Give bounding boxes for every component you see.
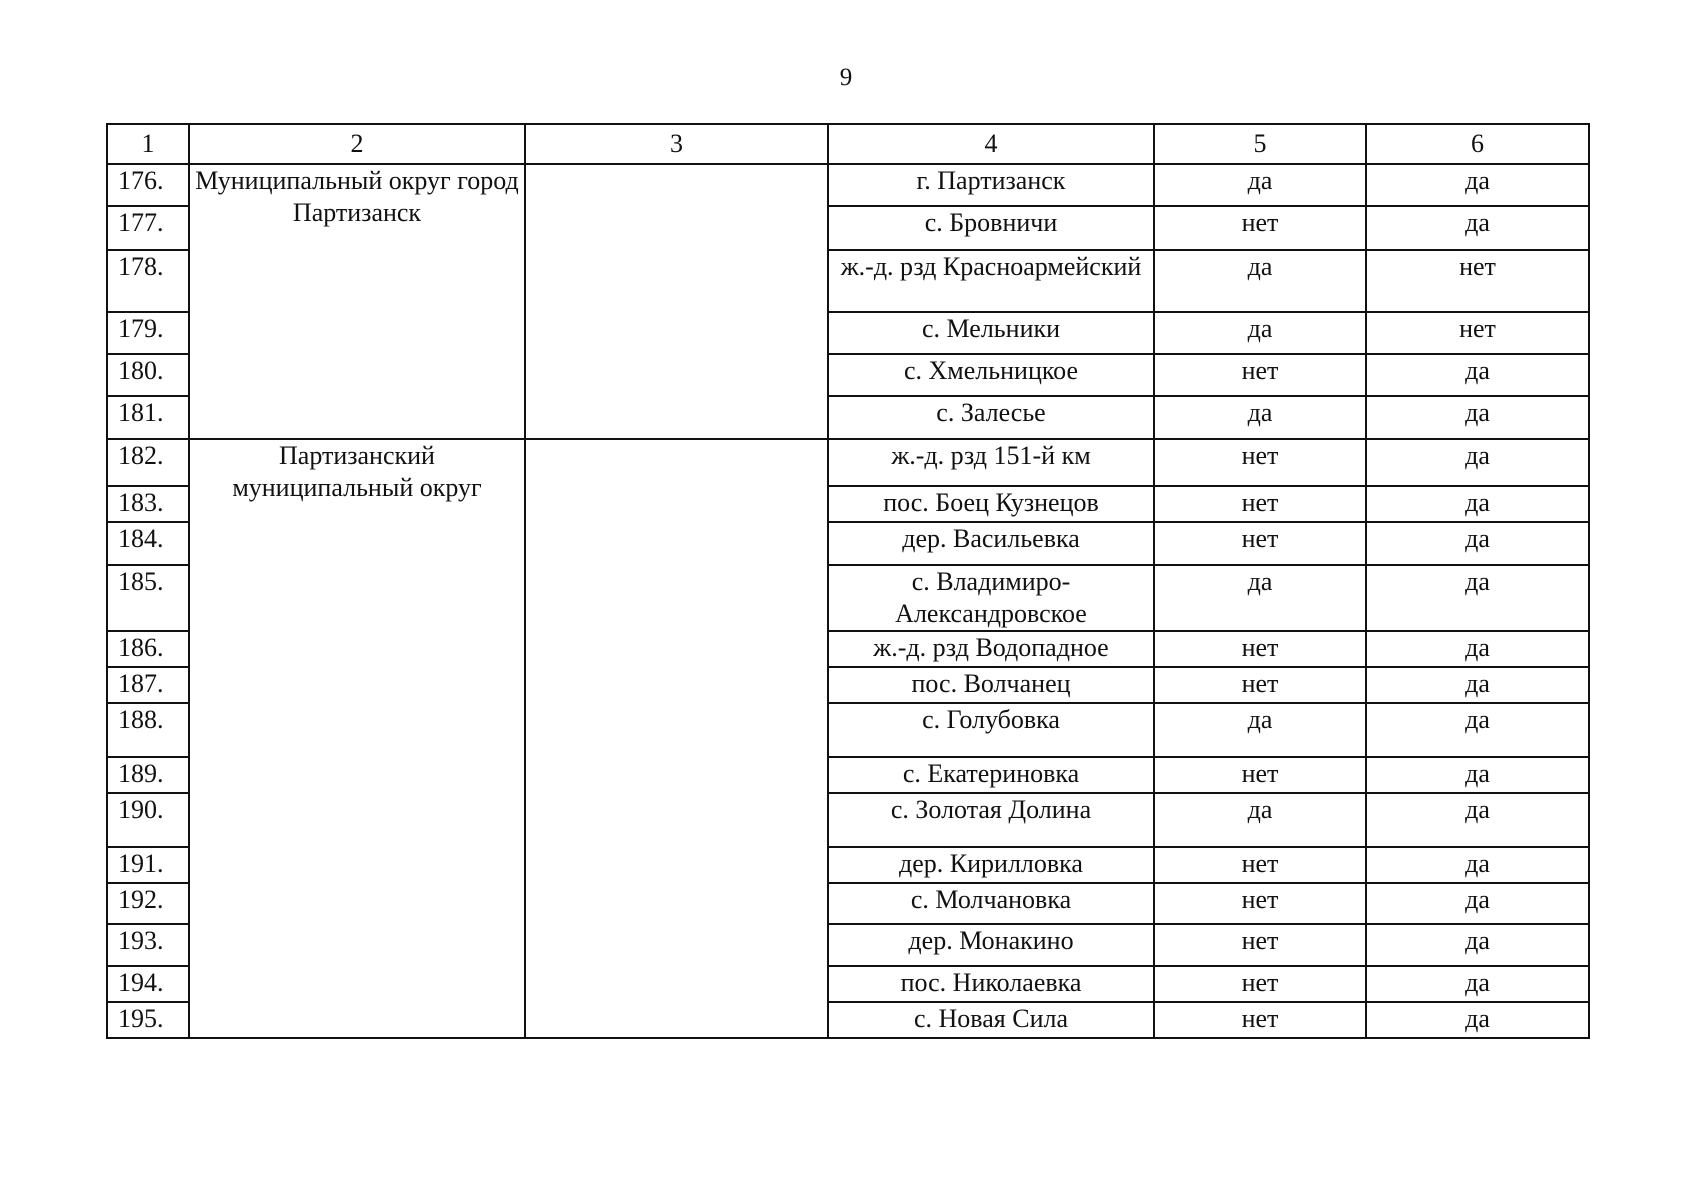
row-number: 186. bbox=[107, 631, 189, 667]
column-6-value: да bbox=[1366, 565, 1589, 631]
settlement-name: дер. Монакино bbox=[828, 924, 1154, 966]
row-number: 182. bbox=[107, 439, 189, 486]
settlement-name: с. Хмельницкое bbox=[828, 354, 1154, 396]
column-header-row bbox=[107, 124, 1589, 164]
column-5-value: нет bbox=[1154, 522, 1366, 565]
settlement-name: с. Екатериновка bbox=[828, 757, 1154, 793]
settlements-table bbox=[106, 123, 1590, 1039]
row-number: 181. bbox=[107, 396, 189, 439]
table-row bbox=[107, 164, 1589, 206]
column-6-value: нет bbox=[1366, 250, 1589, 312]
settlement-name: дер. Кирилловка bbox=[828, 847, 1154, 883]
column-5-value: нет bbox=[1154, 883, 1366, 924]
settlement-name: пос. Николаевка bbox=[828, 966, 1154, 1002]
settlement-name: пос. Волчанец bbox=[828, 667, 1154, 703]
column-6-value: да bbox=[1366, 439, 1589, 486]
row-number: 191. bbox=[107, 847, 189, 883]
empty-cell bbox=[525, 439, 828, 1038]
column-5-value: нет bbox=[1154, 439, 1366, 486]
row-number: 178. bbox=[107, 250, 189, 312]
table-row bbox=[107, 439, 1589, 486]
column-5-value: да bbox=[1154, 164, 1366, 206]
row-number: 193. bbox=[107, 924, 189, 966]
settlement-name: с. Мельники bbox=[828, 312, 1154, 354]
column-6-value: да bbox=[1366, 793, 1589, 847]
column-5-value: нет bbox=[1154, 206, 1366, 250]
row-number: 183. bbox=[107, 486, 189, 522]
column-5-value: да bbox=[1154, 312, 1366, 354]
column-6-value: да bbox=[1366, 486, 1589, 522]
settlement-name: с. Владимиро-Александровское bbox=[828, 565, 1154, 631]
column-6-value: да bbox=[1366, 847, 1589, 883]
settlement-name: с. Молчановка bbox=[828, 883, 1154, 924]
row-number: 187. bbox=[107, 667, 189, 703]
settlement-name: г. Партизанск bbox=[828, 164, 1154, 206]
column-5-value: нет bbox=[1154, 1002, 1366, 1038]
column-5-value: нет bbox=[1154, 486, 1366, 522]
row-number: 185. bbox=[107, 565, 189, 631]
column-5-value: нет bbox=[1154, 757, 1366, 793]
column-5-value: да bbox=[1154, 793, 1366, 847]
column-5-value: да bbox=[1154, 250, 1366, 312]
column-6-value: да bbox=[1366, 164, 1589, 206]
row-number: 179. bbox=[107, 312, 189, 354]
settlement-name: с. Бровничи bbox=[828, 206, 1154, 250]
settlement-name: с. Золотая Долина bbox=[828, 793, 1154, 847]
settlement-name: с. Новая Сила bbox=[828, 1002, 1154, 1038]
column-6-value: да bbox=[1366, 703, 1589, 757]
column-6-value: да bbox=[1366, 883, 1589, 924]
settlement-name: с. Голубовка bbox=[828, 703, 1154, 757]
column-5-value: да bbox=[1154, 565, 1366, 631]
row-number: 176. bbox=[107, 164, 189, 206]
row-number: 180. bbox=[107, 354, 189, 396]
row-number: 189. bbox=[107, 757, 189, 793]
settlement-name: ж.-д. рзд Водопадное bbox=[828, 631, 1154, 667]
column-6-value: да bbox=[1366, 396, 1589, 439]
page-number: 9 bbox=[839, 64, 853, 91]
column-6-value: да bbox=[1366, 1002, 1589, 1038]
settlement-name: пос. Боец Кузнецов bbox=[828, 486, 1154, 522]
column-5-value: нет bbox=[1154, 631, 1366, 667]
column-header: 3 bbox=[525, 124, 828, 164]
column-5-value: нет bbox=[1154, 847, 1366, 883]
column-5-value: нет bbox=[1154, 667, 1366, 703]
column-5-value: нет bbox=[1154, 924, 1366, 966]
row-number: 190. bbox=[107, 793, 189, 847]
column-header: 6 bbox=[1366, 124, 1589, 164]
column-5-value: да bbox=[1154, 396, 1366, 439]
settlement-name: ж.-д. рзд Красноармейский bbox=[828, 250, 1154, 312]
column-6-value: нет bbox=[1366, 312, 1589, 354]
settlement-name: с. Залесье bbox=[828, 396, 1154, 439]
row-number: 188. bbox=[107, 703, 189, 757]
row-number: 177. bbox=[107, 206, 189, 250]
settlement-name: ж.-д. рзд 151-й км bbox=[828, 439, 1154, 486]
column-5-value: нет bbox=[1154, 966, 1366, 1002]
column-header: 4 bbox=[828, 124, 1154, 164]
column-6-value: да bbox=[1366, 631, 1589, 667]
empty-cell bbox=[525, 164, 828, 439]
row-number: 184. bbox=[107, 522, 189, 565]
column-5-value: да bbox=[1154, 703, 1366, 757]
column-6-value: да bbox=[1366, 757, 1589, 793]
column-6-value: да bbox=[1366, 206, 1589, 250]
column-5-value: нет bbox=[1154, 354, 1366, 396]
column-header: 1 bbox=[107, 124, 189, 164]
district-name: Муниципальный округ город Партизанск bbox=[189, 164, 525, 439]
column-6-value: да bbox=[1366, 354, 1589, 396]
column-6-value: да bbox=[1366, 924, 1589, 966]
column-header: 2 bbox=[189, 124, 525, 164]
district-name: Партизанский муниципальный округ bbox=[189, 439, 525, 1038]
column-6-value: да bbox=[1366, 522, 1589, 565]
column-6-value: да bbox=[1366, 667, 1589, 703]
settlement-name: дер. Васильевка bbox=[828, 522, 1154, 565]
row-number: 192. bbox=[107, 883, 189, 924]
column-6-value: да bbox=[1366, 966, 1589, 1002]
row-number: 195. bbox=[107, 1002, 189, 1038]
column-header: 5 bbox=[1154, 124, 1366, 164]
row-number: 194. bbox=[107, 966, 189, 1002]
